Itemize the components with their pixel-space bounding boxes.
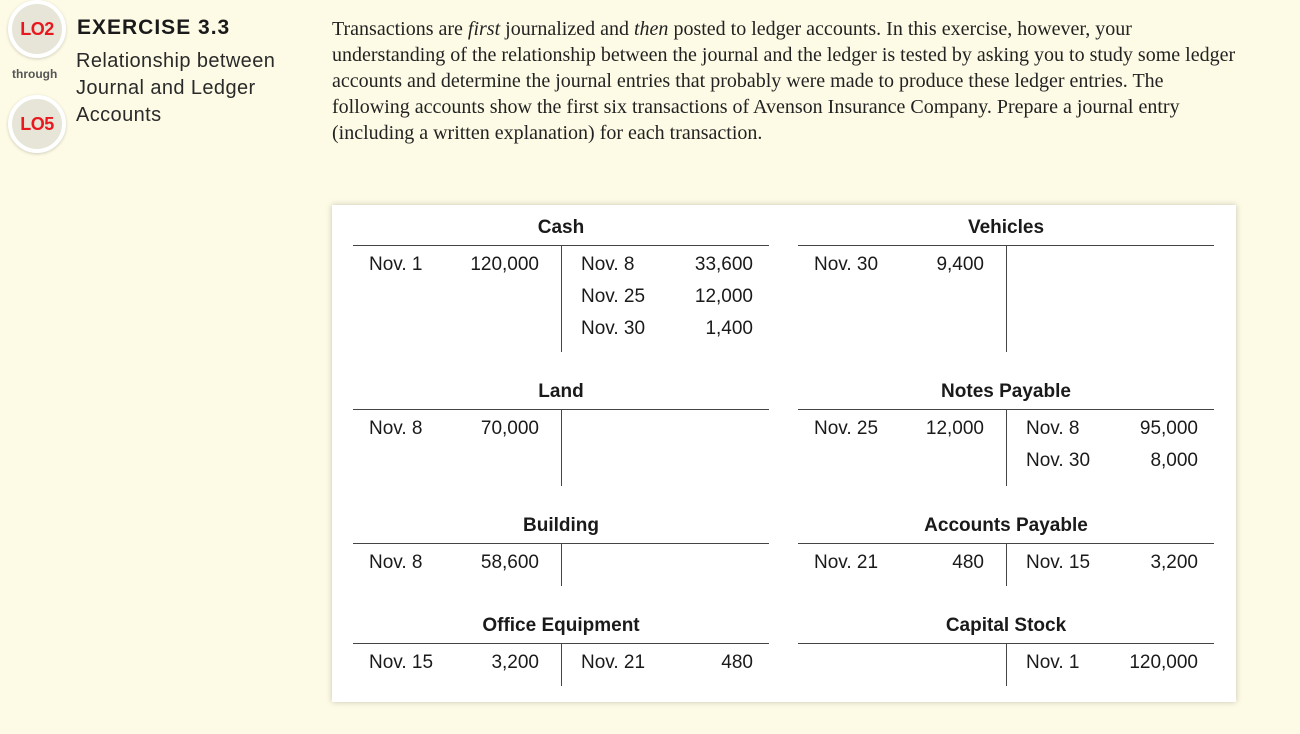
learning-objective-end-badge	[8, 95, 66, 153]
account-title: Land	[538, 381, 584, 402]
entry-amount: 8,000	[1150, 450, 1198, 471]
debit-entry	[798, 544, 1006, 576]
entry-date: Nov. 21	[581, 652, 646, 673]
t-account-cash	[353, 215, 769, 352]
entry-amount: 120,000	[470, 254, 539, 275]
t-account-body	[353, 644, 769, 686]
entry-amount: 12,000	[694, 286, 753, 307]
entry-amount: 58,600	[480, 552, 539, 573]
credit-entry	[1006, 644, 1214, 676]
entry-date: Nov. 15	[1026, 552, 1091, 573]
t-account-body	[798, 410, 1214, 486]
entry-date: Nov. 21	[814, 552, 879, 573]
debit-side	[798, 410, 1006, 442]
t-account-capital-stock	[798, 613, 1214, 686]
credit-side	[1006, 644, 1214, 676]
debit-side	[798, 544, 1006, 576]
t-account-building	[353, 513, 769, 586]
entry-amount: 1,400	[705, 318, 753, 339]
entry-amount: 95,000	[1139, 418, 1198, 439]
credit-side	[1006, 544, 1214, 576]
account-title: Building	[523, 515, 599, 536]
entry-amount: 33,600	[694, 254, 753, 275]
entry-date: Nov. 30	[814, 254, 879, 275]
entry-date: Nov. 25	[581, 286, 646, 307]
entry-date: Nov. 25	[814, 418, 879, 439]
debit-entry	[353, 410, 561, 442]
intro-text-1: Transactions are	[332, 18, 468, 40]
debit-side	[353, 644, 561, 676]
debit-side	[353, 246, 561, 278]
t-account-body	[353, 246, 769, 352]
lo-start-label: LO2	[20, 18, 54, 39]
entry-amount: 70,000	[480, 418, 539, 439]
entry-date: Nov. 1	[1026, 652, 1080, 673]
debit-side	[353, 544, 561, 576]
t-account-body	[798, 544, 1214, 586]
intro-emphasis-first: first	[467, 18, 501, 40]
t-account-accounts-payable	[798, 513, 1214, 586]
credit-entry	[561, 310, 769, 342]
exercise-subtitle: Relationship between Journal and Ledger Accounts	[76, 50, 276, 126]
credit-entry	[561, 278, 769, 310]
t-account-vehicles	[798, 215, 1214, 352]
credit-entry	[1006, 410, 1214, 442]
t-account-body	[798, 644, 1214, 686]
lo-end-label: LO5	[20, 113, 54, 134]
entry-date: Nov. 1	[369, 254, 423, 275]
entry-amount: 480	[952, 552, 984, 573]
credit-side	[561, 644, 769, 676]
entry-amount: 480	[721, 652, 753, 673]
account-title: Capital Stock	[945, 615, 1067, 636]
entry-amount: 12,000	[925, 418, 984, 439]
entry-date: Nov. 8	[581, 254, 635, 275]
through-label: through	[12, 67, 58, 81]
account-title: Cash	[537, 217, 585, 238]
t-account-body	[353, 544, 769, 586]
intro-text-3: posted to ledger accounts. In this exercise, however, your understanding of the relationship between the journal and the ledger is tested by asking you to study some ledger accounts and determine the journal entries that probably were made to produce these ledger entries. The following accounts show the first six transactions of Avenson Insurance Company. Prepare a journal entry (including a written explanation) for each transaction.	[332, 18, 1236, 144]
exercise-instructions	[332, 16, 1242, 146]
debit-entry	[353, 246, 561, 278]
entry-date: Nov. 30	[581, 318, 646, 339]
t-account-notes-payable	[798, 379, 1214, 486]
exercise-title: EXERCISE 3.3	[77, 16, 231, 39]
learning-objective-start-badge	[8, 0, 66, 58]
t-account-divider	[561, 544, 562, 586]
entry-amount: 120,000	[1129, 652, 1198, 673]
entry-amount: 3,200	[491, 652, 539, 673]
intro-emphasis-then: then	[634, 18, 669, 40]
account-title: Notes Payable	[941, 381, 1071, 402]
entry-amount: 3,200	[1150, 552, 1198, 573]
t-account-divider	[1006, 246, 1007, 352]
account-title: Office Equipment	[482, 615, 640, 636]
entry-date: Nov. 15	[369, 652, 434, 673]
credit-entry	[561, 644, 769, 676]
debit-entry	[798, 410, 1006, 442]
entry-date: Nov. 8	[369, 418, 423, 439]
credit-entry	[561, 246, 769, 278]
debit-entry	[353, 644, 561, 676]
credit-entry	[1006, 442, 1214, 474]
credit-entry	[1006, 544, 1214, 576]
credit-side	[561, 246, 769, 342]
entry-date: Nov. 30	[1026, 450, 1091, 471]
credit-side	[1006, 410, 1214, 474]
entry-amount: 9,400	[936, 254, 984, 275]
entry-date: Nov. 8	[369, 552, 423, 573]
debit-side	[798, 246, 1006, 278]
t-account-body	[353, 410, 769, 486]
t-account-body	[798, 246, 1214, 352]
account-title: Vehicles	[967, 217, 1045, 238]
t-account-land	[353, 379, 769, 486]
intro-text-2: journalized and	[500, 18, 634, 40]
entry-date: Nov. 8	[1026, 418, 1080, 439]
t-account-divider	[561, 410, 562, 486]
debit-entry	[798, 246, 1006, 278]
ledger-panel	[332, 205, 1236, 702]
account-title: Accounts Payable	[924, 515, 1088, 536]
debit-entry	[353, 544, 561, 576]
t-account-office-equipment	[353, 613, 769, 686]
debit-side	[353, 410, 561, 442]
